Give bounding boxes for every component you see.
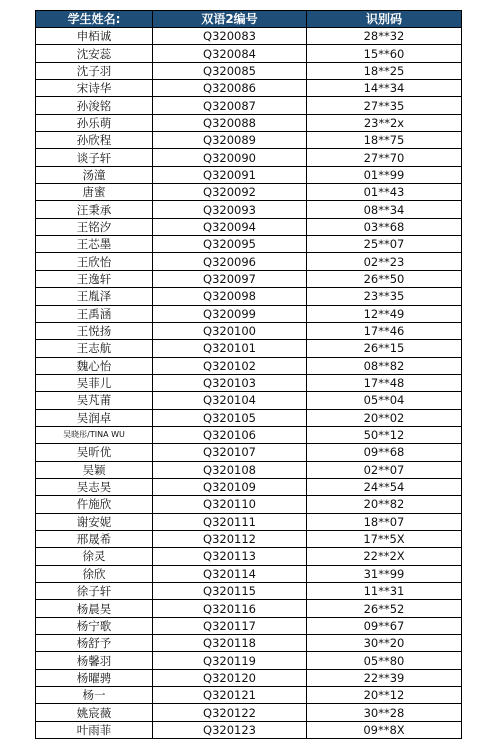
bilingual-id-cell: Q320085 (153, 62, 307, 79)
student-name-cell: 王胤泽 (36, 288, 153, 305)
bilingual-id-cell: Q320103 (153, 374, 307, 391)
bilingual-id-cell: Q320111 (153, 513, 307, 530)
bilingual-id-cell: Q320094 (153, 218, 307, 235)
table-row (36, 635, 462, 652)
table-row (36, 496, 462, 513)
student-name-cell: 汪秉承 (36, 201, 153, 218)
table-row (36, 357, 462, 374)
header-row (36, 11, 462, 28)
bilingual-id-cell: Q320114 (153, 565, 307, 582)
student-name-cell: 宋诗华 (36, 80, 153, 97)
student-name-cell: 姚宸薇 (36, 704, 153, 721)
identification-code-cell: 17**48 (307, 374, 462, 391)
identification-code-cell: 08**34 (307, 201, 462, 218)
table-row (36, 669, 462, 686)
table-row (36, 478, 462, 495)
bilingual-id-cell: Q320088 (153, 114, 307, 131)
identification-code-cell: 17**5X (307, 530, 462, 547)
table-row (36, 583, 462, 600)
bilingual-id-cell: Q320123 (153, 721, 307, 738)
student-table (35, 10, 462, 739)
student-name-cell: 吴润卓 (36, 409, 153, 426)
student-name-cell: 仵施欣 (36, 496, 153, 513)
identification-code-cell: 50**12 (307, 426, 462, 443)
identification-code-cell: 23**2x (307, 114, 462, 131)
bilingual-id-cell: Q320117 (153, 617, 307, 634)
bilingual-id-cell: Q320120 (153, 669, 307, 686)
bilingual-id-cell: Q320121 (153, 687, 307, 704)
identification-code-cell: 02**07 (307, 461, 462, 478)
table-row (36, 513, 462, 530)
table-row (36, 652, 462, 669)
student-name-cell: 申栢诚 (36, 28, 153, 45)
bilingual-id-cell: Q320091 (153, 166, 307, 183)
bilingual-id-cell: Q320097 (153, 270, 307, 287)
table-row (36, 548, 462, 565)
bilingual-id-cell: Q320098 (153, 288, 307, 305)
identification-code-cell: 03**68 (307, 218, 462, 235)
identification-code-cell: 15**60 (307, 45, 462, 62)
bilingual-id-cell: Q320115 (153, 583, 307, 600)
student-name-cell: 徐子轩 (36, 583, 153, 600)
bilingual-id-cell: Q320102 (153, 357, 307, 374)
student-name-cell: 王逸轩 (36, 270, 153, 287)
bilingual-id-cell: Q320118 (153, 635, 307, 652)
identification-code-cell: 26**15 (307, 340, 462, 357)
table-row (36, 409, 462, 426)
table-row (36, 132, 462, 149)
table-row (36, 392, 462, 409)
bilingual-id-cell: Q320107 (153, 444, 307, 461)
identification-code-cell: 30**28 (307, 704, 462, 721)
table-row (36, 62, 462, 79)
bilingual-id-cell: Q320090 (153, 149, 307, 166)
table-row (36, 461, 462, 478)
student-name-cell: 杨宁歌 (36, 617, 153, 634)
table-body (36, 28, 462, 739)
bilingual-id-cell: Q320104 (153, 392, 307, 409)
bilingual-id-cell: Q320109 (153, 478, 307, 495)
student-name-cell: 谈子轩 (36, 149, 153, 166)
bilingual-id-cell: Q320083 (153, 28, 307, 45)
identification-code-cell: 20**02 (307, 409, 462, 426)
bilingual-id-cell: Q320106 (153, 426, 307, 443)
table-row (36, 45, 462, 62)
identification-code-cell: 27**35 (307, 97, 462, 114)
table-row (36, 149, 462, 166)
student-name-cell: 孙欣程 (36, 132, 153, 149)
student-name-cell: 王欣怡 (36, 253, 153, 270)
identification-code-cell: 24**54 (307, 478, 462, 495)
identification-code-cell: 20**82 (307, 496, 462, 513)
bilingual-id-cell: Q320116 (153, 600, 307, 617)
bilingual-id-cell: Q320089 (153, 132, 307, 149)
table-row (36, 166, 462, 183)
header-identification-code: 识别码 (307, 11, 462, 28)
identification-code-cell: 25**07 (307, 236, 462, 253)
identification-code-cell: 01**99 (307, 166, 462, 183)
identification-code-cell: 12**49 (307, 305, 462, 322)
identification-code-cell: 26**50 (307, 270, 462, 287)
table-row (36, 565, 462, 582)
bilingual-id-cell: Q320112 (153, 530, 307, 547)
identification-code-cell: 18**25 (307, 62, 462, 79)
student-name-cell: 吴颖 (36, 461, 153, 478)
table-row (36, 270, 462, 287)
student-name-cell: 杨馨羽 (36, 652, 153, 669)
bilingual-id-cell: Q320100 (153, 322, 307, 339)
identification-code-cell: 09**68 (307, 444, 462, 461)
table-row (36, 97, 462, 114)
identification-code-cell: 20**12 (307, 687, 462, 704)
identification-code-cell: 09**67 (307, 617, 462, 634)
identification-code-cell: 17**46 (307, 322, 462, 339)
bilingual-id-cell: Q320113 (153, 548, 307, 565)
student-name-cell: 徐欣 (36, 565, 153, 582)
bilingual-id-cell: Q320119 (153, 652, 307, 669)
identification-code-cell: 14**34 (307, 80, 462, 97)
identification-code-cell: 05**80 (307, 652, 462, 669)
bilingual-id-cell: Q320110 (153, 496, 307, 513)
student-name-cell: 王禹涵 (36, 305, 153, 322)
student-name-cell: 王铭汐 (36, 218, 153, 235)
bilingual-id-cell: Q320093 (153, 201, 307, 218)
identification-code-cell: 05**04 (307, 392, 462, 409)
identification-code-cell: 01**43 (307, 184, 462, 201)
bilingual-id-cell: Q320108 (153, 461, 307, 478)
bilingual-id-cell: Q320095 (153, 236, 307, 253)
identification-code-cell: 22**2X (307, 548, 462, 565)
table-row (36, 444, 462, 461)
table-row (36, 426, 462, 443)
identification-code-cell: 08**82 (307, 357, 462, 374)
table-header (36, 11, 462, 28)
student-name-cell: 吴晓彤/TINA WU (36, 426, 153, 443)
table-row (36, 340, 462, 357)
table-row (36, 28, 462, 45)
identification-code-cell: 31**99 (307, 565, 462, 582)
student-name-cell: 沈子羽 (36, 62, 153, 79)
student-name-cell: 孙浚铭 (36, 97, 153, 114)
table-row (36, 253, 462, 270)
bilingual-id-cell: Q320087 (153, 97, 307, 114)
student-name-cell: 王志航 (36, 340, 153, 357)
student-name-cell: 魏心怡 (36, 357, 153, 374)
table-row (36, 600, 462, 617)
table-row (36, 201, 462, 218)
identification-code-cell: 09**8X (307, 721, 462, 738)
bilingual-id-cell: Q320105 (153, 409, 307, 426)
student-name-cell: 王芯墨 (36, 236, 153, 253)
table-row (36, 617, 462, 634)
table-row (36, 322, 462, 339)
student-name-cell: 谢安妮 (36, 513, 153, 530)
identification-code-cell: 30**20 (307, 635, 462, 652)
student-name-cell: 徐灵 (36, 548, 153, 565)
identification-code-cell: 18**07 (307, 513, 462, 530)
student-name-cell: 王悦扬 (36, 322, 153, 339)
table-row (36, 687, 462, 704)
student-name-cell: 吴志昊 (36, 478, 153, 495)
table-row (36, 704, 462, 721)
student-name-cell: 唐蜜 (36, 184, 153, 201)
header-student-name: 学生姓名: (36, 11, 153, 28)
header-bilingual-id: 双语2编号 (153, 11, 307, 28)
student-name-cell: 杨曜骋 (36, 669, 153, 686)
table-row (36, 305, 462, 322)
identification-code-cell: 02**23 (307, 253, 462, 270)
bilingual-id-cell: Q320084 (153, 45, 307, 62)
table-row (36, 218, 462, 235)
student-name-cell: 孙乐萌 (36, 114, 153, 131)
student-name-cell: 叶雨菲 (36, 721, 153, 738)
identification-code-cell: 23**35 (307, 288, 462, 305)
bilingual-id-cell: Q320101 (153, 340, 307, 357)
table-row (36, 374, 462, 391)
bilingual-id-cell: Q320096 (153, 253, 307, 270)
table-row (36, 80, 462, 97)
bilingual-id-cell: Q320092 (153, 184, 307, 201)
student-name-cell: 吴菲儿 (36, 374, 153, 391)
bilingual-id-cell: Q320086 (153, 80, 307, 97)
student-name-cell: 杨晨昊 (36, 600, 153, 617)
student-name-cell: 汤潼 (36, 166, 153, 183)
student-name-cell: 邢晟希 (36, 530, 153, 547)
identification-code-cell: 26**52 (307, 600, 462, 617)
student-name-cell: 沈安蕊 (36, 45, 153, 62)
table-row (36, 530, 462, 547)
identification-code-cell: 27**70 (307, 149, 462, 166)
bilingual-id-cell: Q320122 (153, 704, 307, 721)
identification-code-cell: 11**31 (307, 583, 462, 600)
identification-code-cell: 28**32 (307, 28, 462, 45)
student-table-container (35, 10, 461, 739)
student-name-cell: 杨舒予 (36, 635, 153, 652)
table-row (36, 114, 462, 131)
identification-code-cell: 18**75 (307, 132, 462, 149)
student-name-cell: 吴芃莆 (36, 392, 153, 409)
table-row (36, 721, 462, 738)
table-row (36, 288, 462, 305)
student-name-cell: 杨一 (36, 687, 153, 704)
student-name-cell: 吴昕优 (36, 444, 153, 461)
table-row (36, 236, 462, 253)
identification-code-cell: 22**39 (307, 669, 462, 686)
bilingual-id-cell: Q320099 (153, 305, 307, 322)
table-row (36, 184, 462, 201)
